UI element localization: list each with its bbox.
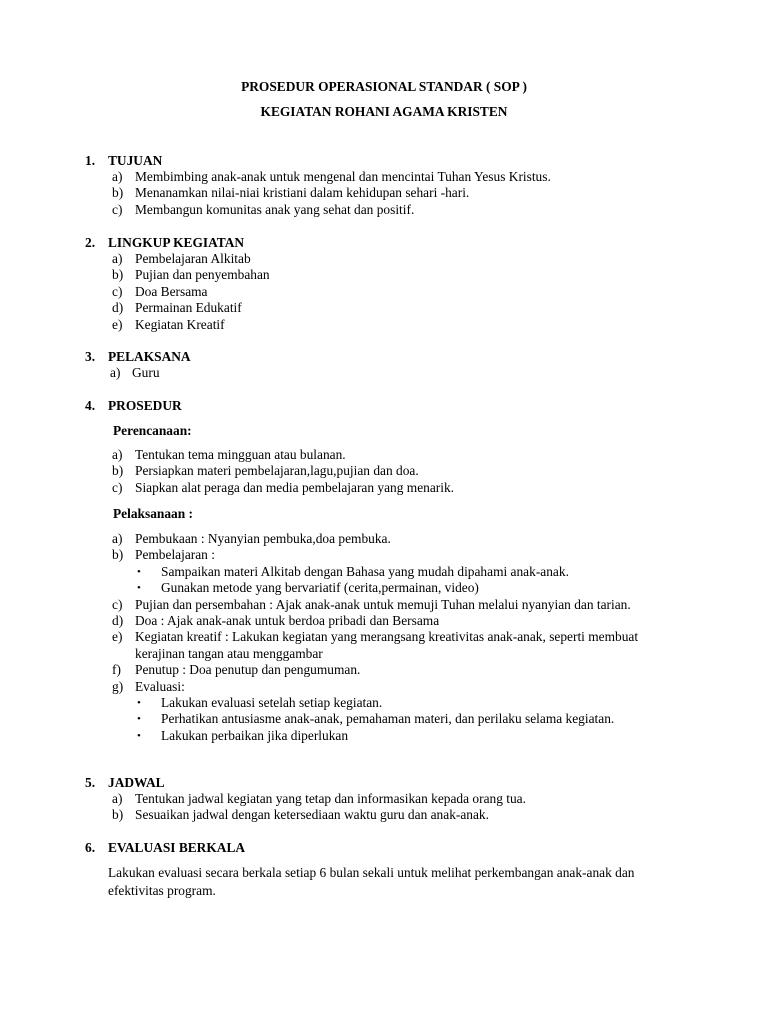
item-label: d): [112, 613, 124, 629]
item-text: Doa Bersama: [135, 283, 208, 299]
section-number: 5.: [85, 775, 96, 790]
list-item: [0, 679, 768, 695]
item-text: Doa : Ajak anak-anak untuk berdoa pribadi dan Bersama: [135, 613, 440, 629]
bullet-text: Gunakan metode yang bervariatif (cerita,permainan, video): [161, 580, 479, 596]
item-label: a): [112, 791, 123, 806]
item-text: Pembelajaran :: [135, 547, 215, 563]
section-number: 4.: [85, 398, 96, 413]
section-number: 3.: [85, 349, 96, 364]
list-item: [0, 267, 768, 283]
section-lingkup-kegiatan: [0, 235, 768, 333]
item-label: b): [112, 547, 124, 563]
bullet-item: [0, 711, 768, 727]
list-item: [0, 185, 768, 201]
list-item: [0, 463, 768, 479]
item-label: a): [112, 169, 123, 184]
item-text: Menanamkan nilai-niai kristiani dalam kehidupan sehari -hari.: [135, 185, 470, 201]
bullet-item: [0, 564, 768, 580]
evaluasi-paragraph: Lakukan evaluasi secara berkala setiap 6 bulan sekali untuk melihat perkembangan anak-anak dan efektivitas program.: [108, 865, 635, 898]
section-heading: [0, 398, 768, 414]
item-label: c): [112, 283, 123, 299]
section-title: JADWAL: [108, 775, 165, 790]
document-subtitle: KEGIATAN ROHANI AGAMA KRISTEN: [260, 104, 508, 119]
item-text: Pujian dan persembahan : Ajak anak-anak untuk memuji Tuhan melalui nyanyian dan tarian.: [135, 596, 631, 612]
section-number: 1.: [85, 153, 96, 168]
item-text: Kegiatan kreatif : Lakukan kegiatan yang merangsang kreativitas anak-anak, seperti membuat kerajinan tangan atau menggambar: [135, 629, 639, 661]
item-label: b): [112, 463, 124, 479]
item-text: Pembelajaran Alkitab: [135, 251, 251, 266]
item-label: b): [112, 267, 124, 283]
item-label: e): [112, 629, 123, 645]
perencanaan-list: [0, 447, 768, 496]
bullet-text: Lakukan evaluasi setelah setiap kegiatan.: [161, 695, 383, 711]
bullet-item: [0, 580, 768, 596]
bullet-icon: •: [137, 582, 141, 595]
item-label: d): [112, 300, 124, 316]
list-item: [0, 613, 768, 629]
section-title: PROSEDUR: [108, 398, 182, 413]
item-text: Guru: [132, 365, 160, 380]
subheading-perencanaan: Perencanaan:: [113, 423, 192, 438]
bullet-text: Sampaikan materi Alkitab dengan Bahasa yang mudah dipahami anak-anak.: [161, 563, 569, 579]
section-heading: [0, 840, 768, 856]
list-item: [0, 531, 768, 547]
list-item: [0, 662, 768, 678]
item-text: Tentukan tema mingguan atau bulanan.: [135, 447, 346, 462]
section-number: 2.: [85, 235, 96, 250]
pelaksanaan-list: [0, 531, 768, 744]
item-text: Penutup : Doa penutup dan pengumuman.: [135, 662, 361, 678]
item-label: a): [112, 531, 123, 546]
list-item: [0, 807, 768, 823]
item-label: a): [112, 447, 123, 462]
bullet-icon: •: [137, 713, 141, 726]
item-label: c): [112, 479, 123, 495]
section-title: PELAKSANA: [108, 349, 191, 364]
list-item: [0, 547, 768, 563]
item-label: c): [112, 596, 123, 612]
list-item: [0, 480, 768, 496]
item-text: Pujian dan penyembahan: [135, 267, 270, 283]
item-label: f): [112, 662, 121, 678]
list-item: [0, 284, 768, 300]
item-label: a): [112, 251, 123, 266]
list-item: [0, 317, 768, 333]
section-jadwal: [0, 775, 768, 824]
section-heading: [0, 153, 768, 169]
item-text: Siapkan alat peraga dan media pembelajaran yang menarik.: [135, 479, 455, 495]
bullet-item: [0, 728, 768, 744]
item-label: c): [112, 201, 123, 217]
list-item: [0, 597, 768, 613]
bullet-icon: •: [137, 697, 141, 710]
section-number: 6.: [85, 840, 96, 855]
item-label: a): [110, 365, 121, 380]
item-text: Membangun komunitas anak yang sehat dan positif.: [135, 201, 415, 217]
section-title: TUJUAN: [108, 153, 163, 168]
item-text: Evaluasi:: [135, 678, 185, 694]
list-item: [0, 169, 768, 185]
section-pelaksana: [0, 349, 768, 381]
section-tujuan: [0, 153, 768, 218]
document-title: PROSEDUR OPERASIONAL STANDAR ( SOP ): [241, 79, 527, 94]
item-text: Sesuaikan jadwal dengan ketersediaan waktu guru dan anak-anak.: [135, 807, 489, 823]
list-item: [0, 629, 768, 662]
item-text: Pembukaan : Nyanyian pembuka,doa pembuka.: [135, 531, 391, 546]
bullet-text: Lakukan perbaikan jika diperlukan: [161, 727, 349, 743]
list-item: [0, 791, 768, 807]
section-title: EVALUASI BERKALA: [108, 840, 246, 855]
section-title: LINGKUP KEGIATAN: [108, 235, 245, 250]
list-item: [0, 365, 768, 381]
item-text: Permainan Edukatif: [135, 300, 242, 316]
subheading-pelaksanaan: Pelaksanaan :: [113, 506, 193, 521]
list-item: [0, 300, 768, 316]
item-text: Membimbing anak-anak untuk mengenal dan mencintai Tuhan Yesus Kristus.: [135, 169, 551, 184]
section-heading: [0, 235, 768, 251]
bullet-icon: •: [137, 565, 141, 578]
bullet-icon: •: [137, 729, 141, 742]
list-item: [0, 202, 768, 218]
item-label: b): [112, 185, 124, 201]
section-prosedur: [0, 398, 768, 414]
item-text: Tentukan jadwal kegiatan yang tetap dan informasikan kepada orang tua.: [135, 791, 526, 806]
list-item: [0, 447, 768, 463]
item-text: Kegiatan Kreatif: [135, 316, 225, 332]
list-item: [0, 251, 768, 267]
item-label: g): [112, 678, 124, 694]
bullet-text: Perhatikan antusiasme anak-anak, pemahaman materi, dan perilaku selama kegiatan.: [161, 711, 615, 727]
item-text: Persiapkan materi pembelajaran,lagu,pujian dan doa.: [135, 463, 419, 479]
section-evaluasi-berkala: [0, 840, 768, 856]
section-heading: [0, 775, 768, 791]
section-heading: [0, 349, 768, 365]
item-label: b): [112, 807, 124, 823]
item-label: e): [112, 316, 123, 332]
bullet-item: [0, 695, 768, 711]
